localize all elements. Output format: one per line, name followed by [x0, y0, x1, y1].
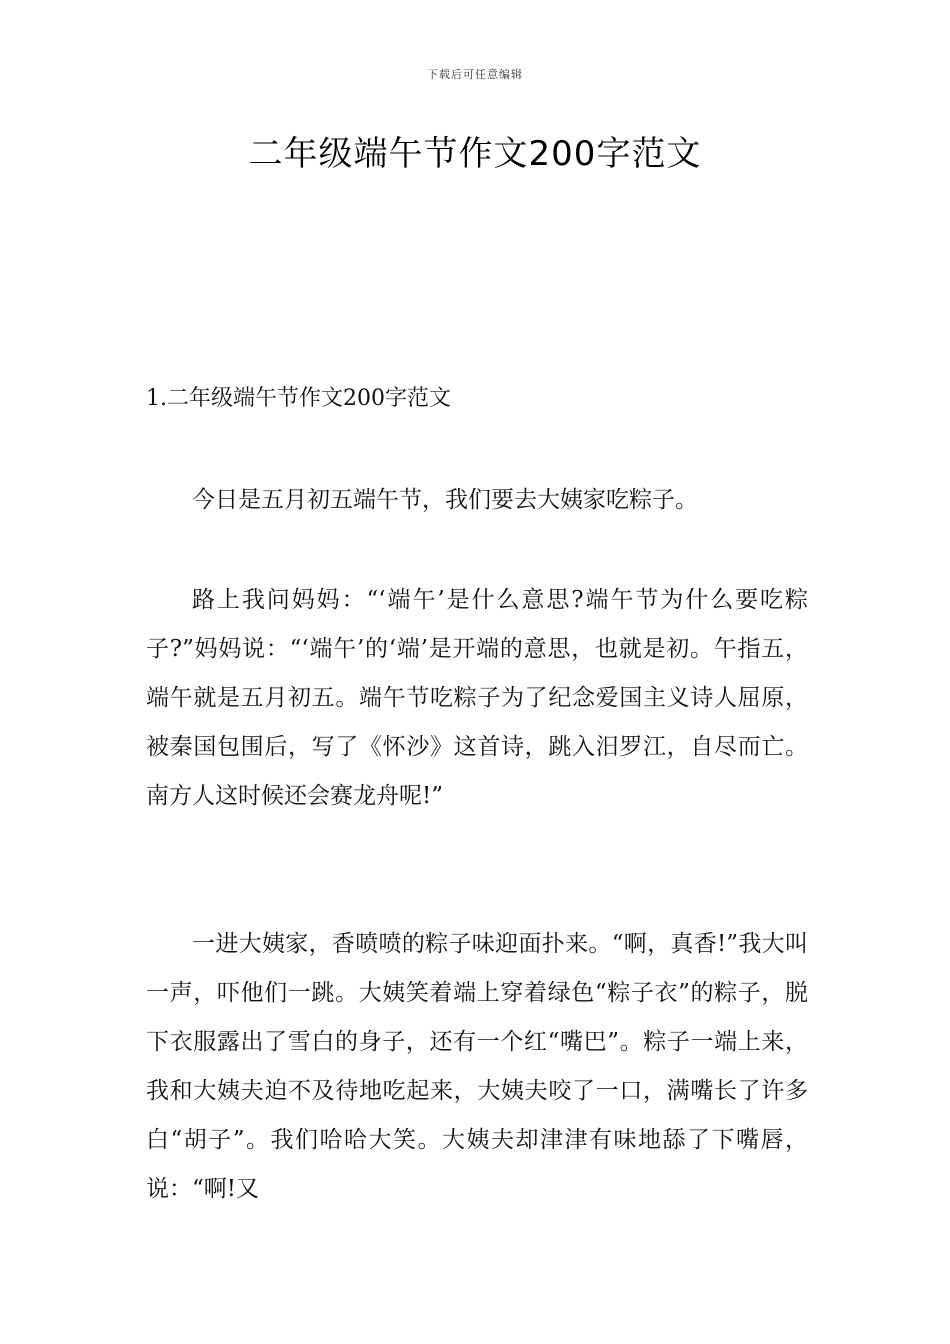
- paragraph-2: 路上我问妈妈：“‘端午’是什么意思?端午节为什么要吃粽子?”妈妈说：“‘端午’的‘端’是开端的意思，也就是初。午指五，端午就是五月初五。端午节吃粽子为了纪念爱国主义诗人屈原，被秦国包围后，写了《怀沙》这首诗，跳入汨罗江，自尽而亡。南方人这时候还会赛龙舟呢!”: [146, 587, 808, 809]
- paragraph-3: 一进大姨家，香喷喷的粽子味迎面扑来。“啊，真香!”我大叫一声，吓他们一跳。大姨笑着端上穿着绿色“粽子衣”的粽子，脱下衣服露出了雪白的身子，还有一个红“嘴巴”。粽子一端上来，我和大姨夫迫不及待地吃起来，大姨夫咬了一口，满嘴长了许多白“胡子”。我们哈哈大笑。大姨夫却津津有味地舔了下嘴唇，说：“啊!又: [146, 931, 808, 1202]
- paragraph-1: 今日是五月初五端午节，我们要去大姨家吃粽子。: [192, 487, 698, 513]
- document-title: 二年级端午节作文200字范文: [248, 134, 702, 174]
- section-heading: 1.二年级端午节作文200字范文: [146, 386, 451, 411]
- header-note: 下载后可任意编辑: [427, 68, 523, 81]
